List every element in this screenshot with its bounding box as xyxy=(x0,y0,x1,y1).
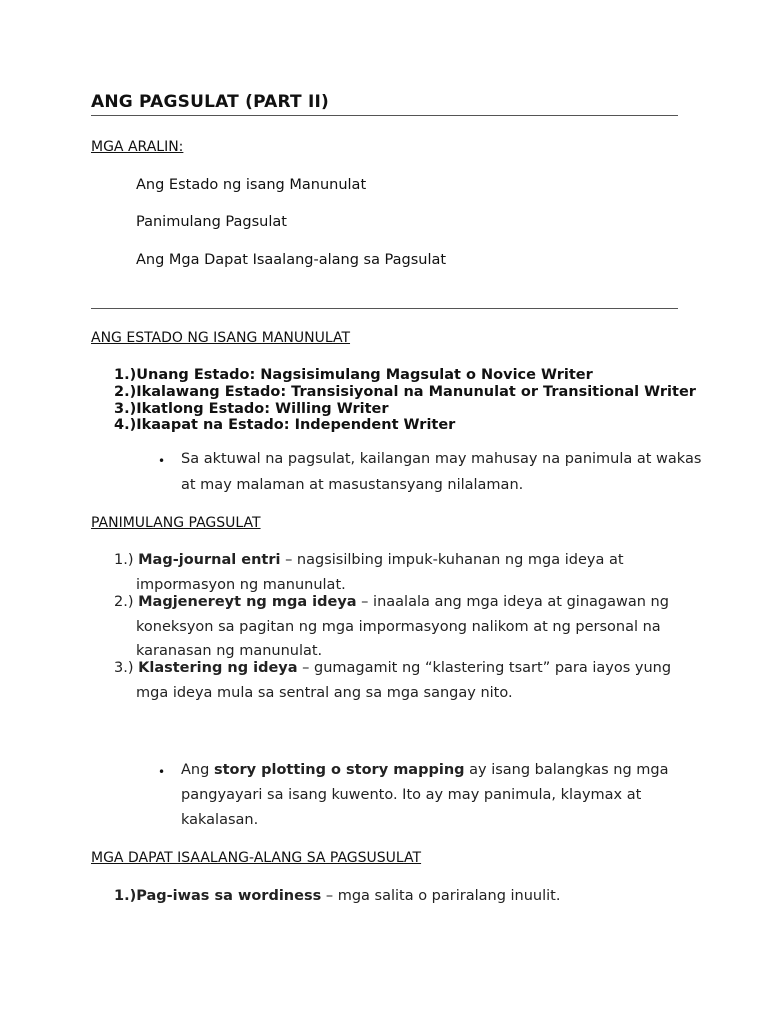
list-term: Pag-iwas sa wordiness xyxy=(136,888,322,904)
list-term: Mag-journal entri xyxy=(138,552,281,568)
list-description: – nagsisilbing impuk-kuhanan ng mga ideya at xyxy=(280,552,624,568)
list-description: – mga salita o pariralang inuulit. xyxy=(321,888,561,904)
estado-heading: ANG ESTADO NG ISANG MANUNULAT xyxy=(91,330,351,346)
list-description: – inaalala ang mga ideya at ginagawan ng xyxy=(356,594,669,610)
bullet-description: ay isang balangkas ng mga xyxy=(464,762,669,778)
aralin-item: Panimulang Pagsulat xyxy=(136,214,287,230)
bullet-term: story plotting o story mapping xyxy=(213,762,465,778)
aralin-item: Ang Estado ng isang Manunulat xyxy=(136,177,367,193)
estado-list-item: 3.)Ikatlong Estado: Willing Writer xyxy=(114,401,389,417)
bullet-icon: • xyxy=(158,765,166,779)
document-title: ANG PAGSULAT (PART II) xyxy=(91,92,329,112)
title-underline-rule xyxy=(91,115,678,116)
list-continuation: kakalasan. xyxy=(181,812,259,828)
list-continuation: mga ideya mula sa sentral ang sa mga sangay nito. xyxy=(136,685,513,701)
bullet-icon: • xyxy=(158,454,166,468)
estado-list-item: 2.)Ikalawang Estado: Transisiyonal na Manunulat or Transitional Writer xyxy=(114,384,696,400)
panimula-list-item xyxy=(114,660,671,676)
list-term: Magjenereyt ng mga ideya xyxy=(138,594,357,610)
aralin-item: Ang Mga Dapat Isaalang-alang sa Pagsulat xyxy=(136,252,447,268)
list-number: 1.) xyxy=(114,552,134,568)
list-continuation: karanasan ng manunulat. xyxy=(136,643,323,659)
story-plotting-bullet xyxy=(181,762,668,778)
panimula-list-item xyxy=(114,594,669,610)
list-term: Klastering ng ideya xyxy=(138,660,298,676)
estado-list-item: 1.)Unang Estado: Nagsisimulang Magsulat o Novice Writer xyxy=(114,367,593,383)
list-continuation: impormasyon ng manunulat. xyxy=(136,577,346,593)
panimula-list-item xyxy=(114,552,624,568)
list-number: 3.) xyxy=(114,660,134,676)
estado-list-item: 4.)Ikaapat na Estado: Independent Writer xyxy=(114,417,456,433)
estado-bullet-text: at may malaman at masustansyang nilalaman. xyxy=(181,477,524,493)
list-description: – gumagamit ng “klastering tsart” para iayos yung xyxy=(297,660,672,676)
dapat-list-item xyxy=(114,888,560,904)
list-continuation: pangyayari sa isang kuwento. Ito ay may panimula, klaymax at xyxy=(181,787,642,803)
list-continuation: koneksyon sa pagitan ng mga impormasyong nalikom at ng personal na xyxy=(136,619,661,635)
section-divider-rule xyxy=(91,308,678,309)
list-number: 2.) xyxy=(114,594,134,610)
dapat-heading: MGA DAPAT ISAALANG-ALANG SA PAGSUSULAT xyxy=(91,850,422,866)
panimula-heading: PANIMULANG PAGSULAT xyxy=(91,515,261,531)
estado-bullet-text: Sa aktuwal na pagsulat, kailangan may mahusay na panimula at wakas xyxy=(181,451,702,467)
aralin-heading: MGA ARALIN: xyxy=(91,139,184,155)
bullet-prefix: Ang xyxy=(181,762,214,778)
list-number: 1.) xyxy=(114,888,137,904)
